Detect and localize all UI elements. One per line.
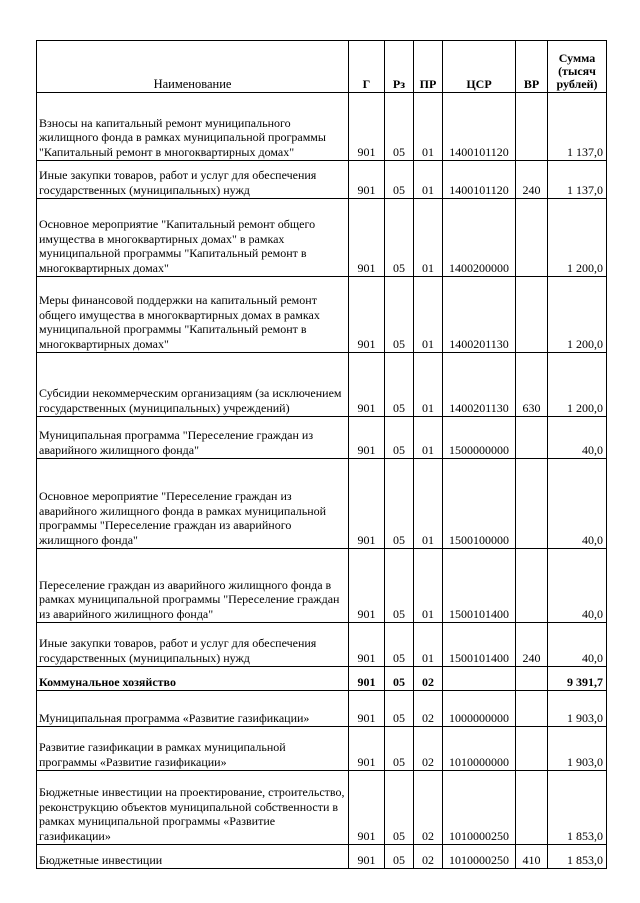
table-row: [37, 845, 607, 869]
cell-pr: 02: [414, 727, 443, 771]
cell-csr: 1500000000: [443, 417, 516, 459]
table-row: [37, 417, 607, 459]
cell-vr: [516, 199, 548, 277]
cell-rz: 05: [385, 549, 414, 623]
cell-sum: 1 903,0: [548, 691, 607, 727]
cell-pr: 02: [414, 667, 443, 691]
cell-vr: [516, 549, 548, 623]
cell-name: Иные закупки товаров, работ и услуг для обеспечения государственных (муниципальных) нужд: [37, 161, 349, 199]
cell-rz: 05: [385, 691, 414, 727]
cell-csr: 1500101400: [443, 623, 516, 667]
cell-csr: [443, 667, 516, 691]
cell-pr: 02: [414, 691, 443, 727]
cell-vr: [516, 459, 548, 549]
cell-sum: 40,0: [548, 549, 607, 623]
cell-pr: 01: [414, 353, 443, 417]
cell-name: Основное мероприятие "Переселение граждан из аварийного жилищного фонда в рамках муниципальной программы "Переселение граждан из аварийного жилищного фонда": [37, 459, 349, 549]
cell-rz: 05: [385, 623, 414, 667]
cell-csr: 1400201130: [443, 277, 516, 353]
cell-csr: 1400200000: [443, 199, 516, 277]
cell-csr: 1010000250: [443, 845, 516, 869]
cell-rz: 05: [385, 277, 414, 353]
cell-g: 901: [349, 459, 385, 549]
header-csr: ЦСР: [443, 41, 516, 93]
header-sum: Сумма (тысяч рублей): [548, 41, 607, 93]
cell-vr: 240: [516, 623, 548, 667]
table-row: [37, 727, 607, 771]
table-row: [37, 667, 607, 691]
table-row: [37, 459, 607, 549]
cell-vr: [516, 277, 548, 353]
cell-pr: 01: [414, 199, 443, 277]
table-row: [37, 93, 607, 161]
cell-rz: 05: [385, 771, 414, 845]
cell-sum: 1 200,0: [548, 353, 607, 417]
cell-sum: 9 391,7: [548, 667, 607, 691]
cell-sum: 40,0: [548, 459, 607, 549]
table-row: [37, 277, 607, 353]
cell-pr: 01: [414, 277, 443, 353]
cell-name: Муниципальная программа «Развитие газификации»: [37, 691, 349, 727]
header-rz: Рз: [385, 41, 414, 93]
cell-sum: 40,0: [548, 623, 607, 667]
cell-sum: 1 137,0: [548, 93, 607, 161]
cell-csr: 1400201130: [443, 353, 516, 417]
cell-rz: 05: [385, 459, 414, 549]
table-row: [37, 549, 607, 623]
cell-vr: [516, 93, 548, 161]
cell-g: 901: [349, 353, 385, 417]
cell-g: 901: [349, 771, 385, 845]
cell-vr: [516, 417, 548, 459]
table-row: [37, 691, 607, 727]
cell-pr: 02: [414, 771, 443, 845]
cell-name: Иные закупки товаров, работ и услуг для обеспечения государственных (муниципальных) нужд: [37, 623, 349, 667]
cell-name: Бюджетные инвестиции на проектирование, строительство, реконструкцию объектов муниципальной собственности в рамках муниципальной программы «Развитие газификации»: [37, 771, 349, 845]
cell-rz: 05: [385, 199, 414, 277]
cell-g: 901: [349, 845, 385, 869]
cell-vr: [516, 771, 548, 845]
cell-sum: 1 853,0: [548, 845, 607, 869]
cell-g: 901: [349, 691, 385, 727]
cell-pr: 01: [414, 417, 443, 459]
cell-g: 901: [349, 417, 385, 459]
cell-sum: 1 903,0: [548, 727, 607, 771]
cell-g: 901: [349, 277, 385, 353]
cell-name: Муниципальная программа "Переселение граждан из аварийного жилищного фонда": [37, 417, 349, 459]
cell-sum: 1 853,0: [548, 771, 607, 845]
cell-csr: 1400101120: [443, 93, 516, 161]
cell-name: Коммунальное хозяйство: [37, 667, 349, 691]
header-name: Наименование: [37, 41, 349, 93]
cell-csr: 1010000000: [443, 727, 516, 771]
table-row: [37, 771, 607, 845]
cell-pr: 01: [414, 93, 443, 161]
cell-vr: 410: [516, 845, 548, 869]
budget-table: [36, 40, 607, 869]
cell-csr: 1000000000: [443, 691, 516, 727]
cell-sum: 1 200,0: [548, 199, 607, 277]
cell-vr: [516, 691, 548, 727]
cell-rz: 05: [385, 417, 414, 459]
cell-csr: 1010000250: [443, 771, 516, 845]
cell-name: Основное мероприятие "Капитальный ремонт общего имущества в многоквартирных домах" в рамках муниципальной программы "Капитальный ремонт в многоквартирных домах": [37, 199, 349, 277]
cell-vr: 240: [516, 161, 548, 199]
cell-rz: 05: [385, 845, 414, 869]
cell-g: 901: [349, 199, 385, 277]
cell-g: 901: [349, 161, 385, 199]
cell-pr: 01: [414, 549, 443, 623]
cell-vr: 630: [516, 353, 548, 417]
cell-sum: 1 200,0: [548, 277, 607, 353]
cell-g: 901: [349, 623, 385, 667]
cell-pr: 01: [414, 623, 443, 667]
cell-pr: 02: [414, 845, 443, 869]
cell-g: 901: [349, 93, 385, 161]
header-g: Г: [349, 41, 385, 93]
cell-g: 901: [349, 727, 385, 771]
table-row: [37, 353, 607, 417]
cell-name: Развитие газификации в рамках муниципальной программы «Развитие газификации»: [37, 727, 349, 771]
header-vr: ВР: [516, 41, 548, 93]
cell-csr: 1500101400: [443, 549, 516, 623]
header-pr: ПР: [414, 41, 443, 93]
cell-vr: [516, 727, 548, 771]
cell-name: Субсидии некоммерческим организациям (за исключением государственных (муниципальных) учреждений): [37, 353, 349, 417]
table-row: [37, 161, 607, 199]
cell-name: Бюджетные инвестиции: [37, 845, 349, 869]
cell-g: 901: [349, 667, 385, 691]
cell-name: Переселение граждан из аварийного жилищного фонда в рамках муниципальной программы "Переселение граждан из аварийного жилищного фонда": [37, 549, 349, 623]
cell-rz: 05: [385, 93, 414, 161]
cell-rz: 05: [385, 727, 414, 771]
cell-pr: 01: [414, 459, 443, 549]
cell-rz: 05: [385, 667, 414, 691]
cell-name: Меры финансовой поддержки на капитальный ремонт общего имущества в многоквартирных домах в рамках муниципальной программы "Капитальный ремонт в многоквартирных домах": [37, 277, 349, 353]
table-row: [37, 623, 607, 667]
cell-rz: 05: [385, 353, 414, 417]
header-row: [37, 41, 607, 93]
cell-csr: 1500100000: [443, 459, 516, 549]
cell-g: 901: [349, 549, 385, 623]
cell-vr: [516, 667, 548, 691]
cell-sum: 1 137,0: [548, 161, 607, 199]
cell-sum: 40,0: [548, 417, 607, 459]
cell-pr: 01: [414, 161, 443, 199]
cell-name: Взносы на капитальный ремонт муниципального жилищного фонда в рамках муниципальной программы "Капитальный ремонт в многоквартирных домах": [37, 93, 349, 161]
cell-rz: 05: [385, 161, 414, 199]
cell-csr: 1400101120: [443, 161, 516, 199]
table-row: [37, 199, 607, 277]
